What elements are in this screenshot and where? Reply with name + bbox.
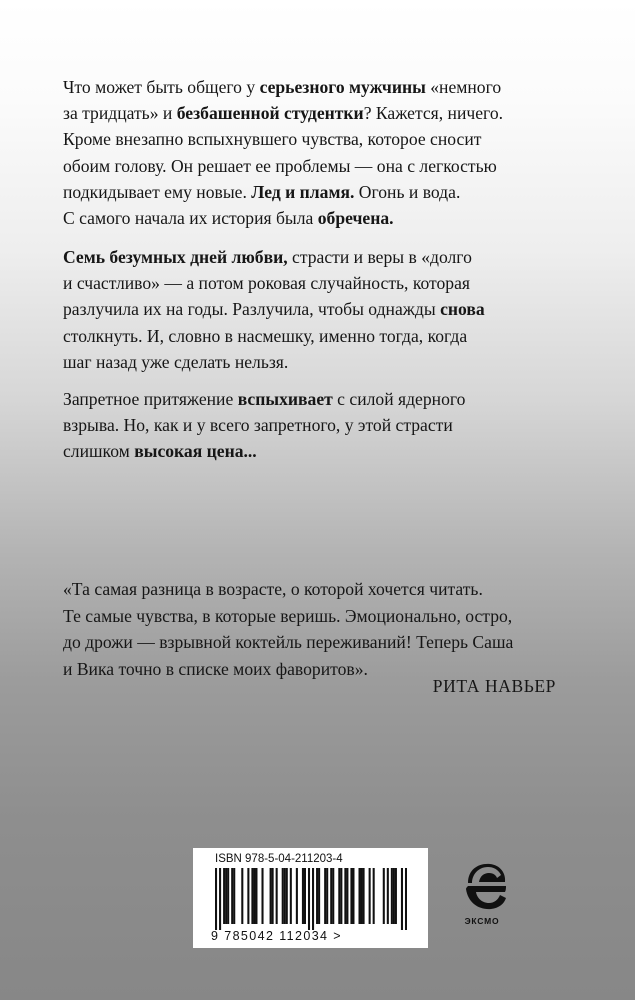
text-line [63,296,583,322]
barcode-bar [391,868,393,924]
barcode-bar [219,868,221,930]
barcode-bar [344,868,346,924]
barcode-bar [373,868,375,924]
barcode-bar [227,868,229,924]
description-paragraph-3 [63,386,583,465]
barcode-bar [318,868,320,924]
text-line [63,244,583,270]
barcode-bar [312,868,314,930]
bold-run: снова [440,299,485,320]
barcode-bar [290,868,292,924]
barcode-panel [193,848,428,948]
barcode-bar [302,868,304,924]
text-run: с силой ядерного [332,389,466,409]
text-run: и счастливо» — а потом роковая случайность, которая [63,273,471,294]
text-run: страсти и веры в «долго [287,247,472,267]
text-run: подкидывает ему новые. [63,181,252,202]
barcode-bar [251,868,253,924]
barcode-bar [296,868,298,924]
text-run: шаг назад уже сделать нельзя. [63,351,289,372]
barcode-bar [383,868,385,924]
barcode-bar [247,868,249,924]
barcode-bar [369,868,371,924]
barcode-bar [282,868,284,924]
text-line [63,603,583,630]
barcode-bar [361,868,363,924]
text-run: разлучила их на годы. Разлучила, чтобы однажды [63,299,441,320]
barcode-bar [225,868,227,924]
review-quote [63,576,583,682]
barcode-bar [270,868,272,924]
text-line [63,349,583,375]
text-run: С самого начала их история была [63,208,318,229]
text-run: столкнуть. И, словно в насмешку, именно тогда, когда [63,325,468,346]
barcode-digits: 9 785042 112034 > [211,929,342,943]
text-run: взрыва. Но, как и у всего запретного, у этой страсти [63,415,453,436]
text-line [63,629,583,656]
barcode-bar [358,868,360,924]
review-author: РИТА НАВЬЕР [432,676,556,696]
barcode-bar [276,868,278,924]
text-line [63,323,583,349]
bold-run: обречена. [317,208,394,229]
barcode-bar [215,868,217,930]
barcode-bar [352,868,354,924]
text-line [63,412,583,438]
text-line [63,270,583,296]
barcode-bar [363,868,365,924]
publisher-logo [452,858,512,933]
barcode-bar [231,868,233,924]
barcode-bar [261,868,263,924]
barcode-bar [324,868,326,924]
text-run: Кроме внезапно вспыхнувшего чувства, которое сносит [63,129,482,150]
bold-run: Лед и пламя. [251,181,355,202]
text-run: Что может быть общего у [63,77,260,97]
barcode-bar [255,868,257,924]
barcode-bar [326,868,328,924]
barcode-bar [308,868,310,930]
barcode-bar [304,868,306,924]
text-run: за тридцать» и [63,103,177,124]
barcode-bar [223,868,225,924]
publisher-name: ЭКСМО [464,916,500,926]
text-line [63,576,583,603]
barcode-bars [215,868,407,930]
text-line [63,386,583,412]
isbn-label: ISBN 978-5-04-211203-4 [215,853,343,865]
text-run: до дрожи — взрывной коктейль переживаний! Теперь Саша [63,632,514,652]
barcode-bar [330,868,332,924]
barcode-bar [233,868,235,924]
barcode-bar [346,868,348,924]
text-run: Те самые чувства, в которые веришь. Эмоционально, остро, [63,605,513,626]
barcode-bar [393,868,395,924]
text-line [63,205,583,231]
barcode-bar [401,868,403,930]
text-run: «немного [425,77,502,97]
text-line [63,126,583,152]
barcode-bar [332,868,334,924]
text-line [63,179,583,205]
barcode-bar [340,868,342,924]
bold-run: Семь безумных дней любви, [63,247,288,267]
barcode-bar [272,868,274,924]
text-run: и Вика точно в списке моих фаворитов». [63,658,368,679]
barcode-bar [395,868,397,924]
barcode-bar [253,868,255,924]
text-line [63,74,583,100]
text-line [63,438,583,464]
description-paragraph-2 [63,244,583,375]
barcode-bar [387,868,389,924]
text-run: слишком [63,441,135,462]
barcode-bar [338,868,340,924]
eksmo-logo-icon [452,858,512,916]
text-run: Запретное притяжение [63,389,238,409]
bold-run: вспыхивает [237,389,333,409]
text-run: Огонь и вода. [354,181,461,202]
bold-run: безбашенной студентки [176,103,364,124]
bold-run: высокая цена... [134,441,257,462]
barcode-bar [350,868,352,924]
description-paragraph-1 [63,74,583,231]
barcode-bar [286,868,288,924]
barcode-bar [316,868,318,924]
bold-run: серьезного мужчины [259,77,426,97]
text-run: обоим голову. Он решает ее проблемы — она с легкостью [63,155,497,176]
text-run: ? Кажется, ничего. [363,103,504,124]
barcode-bar [405,868,407,930]
barcode-bar [284,868,286,924]
barcode-bar [241,868,243,924]
text-line [63,153,583,179]
text-line [63,100,583,126]
text-run: «Та самая разница в возрасте, о которой хочется читать. [63,579,483,599]
